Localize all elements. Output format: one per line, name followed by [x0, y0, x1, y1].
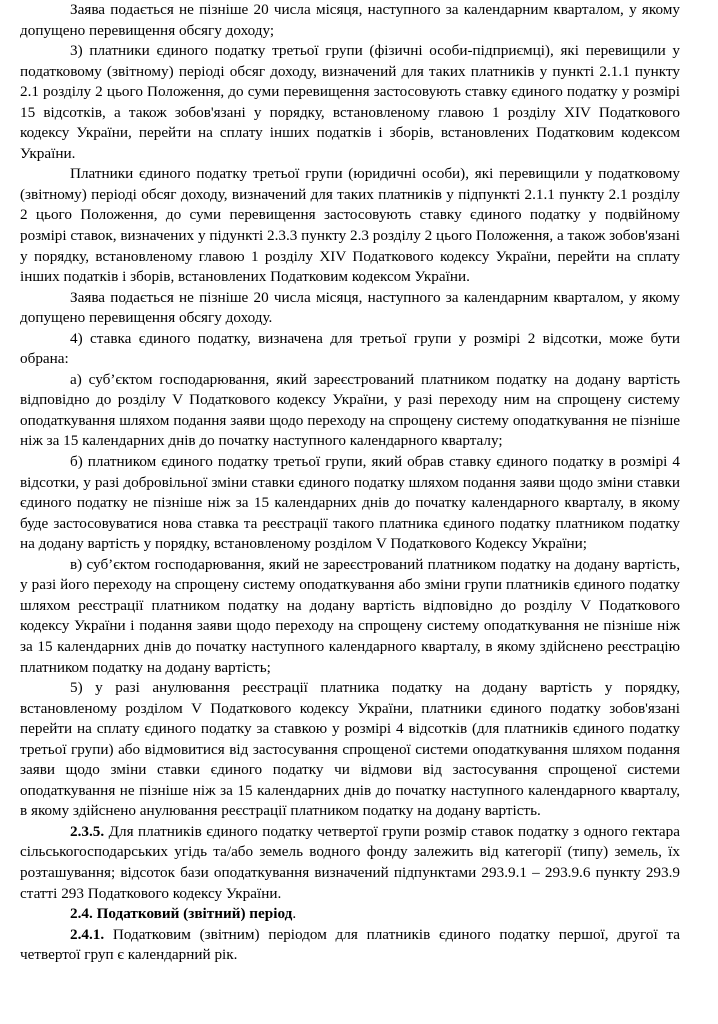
section-number: 2.4.1.	[70, 925, 105, 943]
paragraph-legal-entities: Платники єдиного податку третьої групи (юридичні особи), які перевищили у податковому (звітному) періоді обсяг доходу, визначений для таких платників у підпункті 2.1.1 пункту 2.1 розділу 2 цього Положення, до суми перевищення застосовують ставку єдиного податку у подвійному розмірі ставок, визначених у підункті 2.3.3 пункту 2.3 розділу 2 цього Положення, а також зобов'язані у порядку, встановленому главою 1 розділу XIV Податкового кодексу України, перейти на сплату інших податків і зборів, встановлених Податковим кодексом України.	[20, 165, 680, 286]
paragraph-item-3-individuals: 3) платники єдиного податку третьої групи (фізичні особи-підприємці), які перевищили у податковому (звітному) періоді обсяг доходу, визначений для таких платників у пункті 2.1.1 пункту 2.1 розділу 2 цього Положення, до суми перевищення застосовують ставку єдиного податку у розмірі 15 відсотків, а також зобов'язані у порядку, встановленому главою 1 розділу XIV Податкового кодексу України, перейти на сплату інших податків і зборів, встановлених Податковим кодексом України.	[20, 42, 680, 162]
paragraph-application-deadline-2: Заява подається не пізніше 20 числа місяця, наступного за календарним кварталом, у якому допущено перевищення обсягу доходу.	[20, 288, 680, 327]
section-text: Податковим (звітним) періодом для платників єдиного податку першої, другої та четвертої груп є календарний рік.	[20, 925, 680, 964]
section-2-3-5	[20, 822, 680, 904]
heading-period: .	[292, 905, 297, 923]
section-number: 2.3.5.	[70, 822, 105, 840]
paragraph-item-4-rate: 4) ставка єдиного податку, визначена для третьої групи у розмірі 2 відсотки, може бути обрана:	[20, 329, 680, 368]
section-heading: 2.4. Податковий (звітний) період	[70, 905, 293, 923]
paragraph-subitem-v: в) суб’єктом господарювання, який не зареєстрований платником податку на додану вартість, у разі його переходу на спрощену систему оподаткування або зміни групи платників єдиного податку шляхом реєстрації платником податку на додану вартість відповідно до розділу V Податкового кодексу України і подання заяви щодо переходу на спрощену систему оподаткування не пізніше ніж за 15 календарних днів до початку наступного календарного кварталу, в якому здійснено реєстрацію платником податку на додану вартість;	[20, 555, 680, 676]
section-text: Для платників єдиного податку четвертої групи розмір ставок податку з одного гектара сільськогосподарських угідь та/або земель водного фонду залежить від категорії (типу) земель, їх розташування; відсоток бази оподаткування визначений підпунктами 293.9.1 – 293.9.6 пункту 293.9 статті 293 Податкового кодексу України.	[20, 822, 680, 902]
document-page	[20, 0, 680, 966]
section-2-4-heading-line	[20, 904, 680, 925]
paragraph-subitem-b: б) платником єдиного податку третьої групи, який обрав ставку єдиного податку в розмірі 4 відсотки, у разі добровільної зміни ставки єдиного податку шляхом подання заяви щодо зміни ставки єдиного податку не пізніше ніж за 15 календарних днів до початку календарного кварталу, в якому буде застосовуватися нова ставка та реєстрації такого платника єдиного податку платником податку на додану вартість у порядку, встановленому розділом V Податкового Кодексу України;	[20, 453, 680, 553]
section-2-4-1	[20, 925, 680, 966]
paragraph-application-deadline-1: Заява подається не пізніше 20 числа місяця, наступного за календарним кварталом, у якому допущено перевищення обсягу доходу;	[20, 1, 680, 39]
paragraph-subitem-a: а) суб’єктом господарювання, який зареєстрований платником податку на додану вартість відповідно до розділу V Податкового кодексу України, у разі переходу ним на спрощену систему оподаткування шляхом подання заяви щодо переходу на спрощену систему оподаткування не пізніше ніж за 15 календарних днів до початку наступного календарного кварталу;	[20, 370, 680, 450]
paragraph-item-5-annulment: 5) у разі анулювання реєстрації платника податку на додану вартість у порядку, встановленому розділом V Податкового кодексу України, платники єдиного податку зобов'язані перейти на сплату єдиного податку за ставкою у розмірі 4 відсотків (для платників єдиного податку третьої групи) або відмовитися від застосування спрощеної системи оподаткування шляхом подання заяви щодо зміни ставки єдиного податку чи відмови від застосування спрощеної системи оподаткування не пізніше ніж за 15 календарних днів до початку наступного календарного кварталу, в якому здійснено анулювання реєстрації платником податку на додану вартість.	[20, 679, 680, 820]
